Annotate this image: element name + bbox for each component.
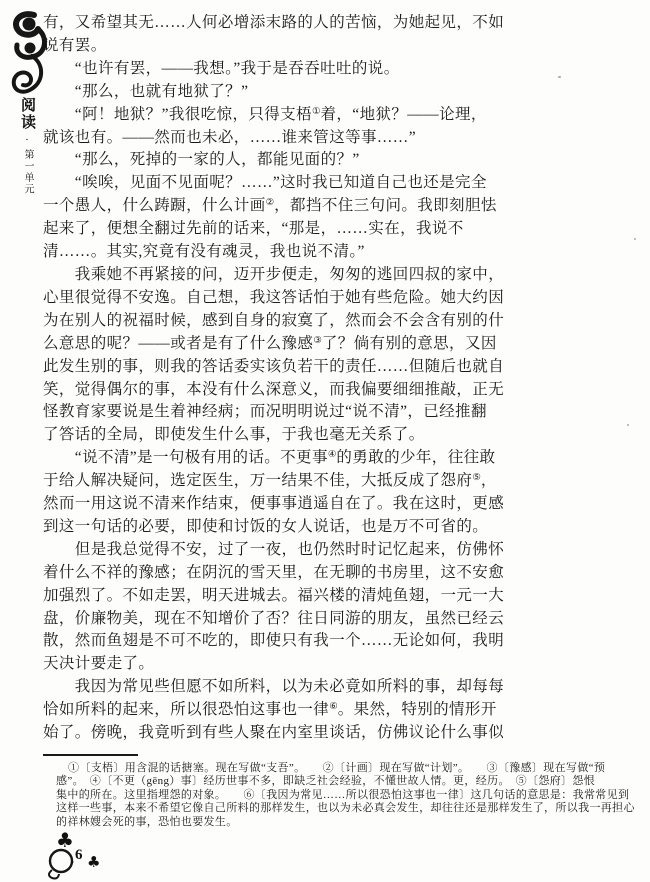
body-line: “唉唉，见面不见面呢？……”这时我已知道自己也还是完全 [43, 174, 487, 192]
body-line: 心里很觉得不安逸。自己想，我这答话怕于她有些危险。她大约因 [43, 288, 505, 306]
body-line: 了答话的全局，即使发生什么事，于我也毫无关系了。 [43, 426, 425, 444]
body-line: 然而一用这说不清来作结束，便事事逍遥自在了。我在这时，更感 [43, 495, 505, 513]
body-line: 怪教育家要说是生着神经病；而况明明说过“说不清”，已经推翻 [43, 403, 487, 421]
body-line: 么意思的呢？——或者是有了什么豫感③了？倘有别的意思，又因 [43, 334, 497, 352]
body-line: 散，然而鱼翅是不可不吃的，即使只有我一个……无论如何，我明 [43, 632, 505, 650]
body-line: 起来了，便想全翻过先前的话来，“那是，……实在，我说不 [43, 220, 464, 238]
body-line: 着什么不祥的豫感；在阴沉的雪天里，在无聊的书房里，这不安愈 [43, 563, 505, 581]
footnote-line: ①〔支梧〕用含混的话搪塞。现在写做“支吾”。 ②〔计画〕现在写做“计划”。 ③〔豫感〕现在写做“预 [68, 762, 606, 774]
body-line: 说有罢。 [43, 36, 107, 54]
body-line: 始了。傍晚，我竟听到有些人聚在内室里谈话，仿佛议论什么事似 [43, 724, 505, 742]
body-line: “也许有罢，——我想。”我于是吞吞吐吐的说。 [43, 59, 400, 77]
page-number: 6 [75, 847, 83, 863]
footnote-divider [43, 754, 138, 756]
scan-speck [634, 238, 636, 240]
body-line: 但是我总觉得不安，过了一夜，也仍然时时记忆起来，仿佛怀 [43, 540, 505, 558]
body-line: 一个愚人，什么踌蹰，什么计画②，都挡不住三句问。我即刻胆怯 [43, 197, 497, 215]
body-line: 有，又希望其无……人何必增添末路的人的苦恼，为她起见，不如 [43, 14, 505, 31]
footnote-line: 的祥林嫂会死的事，恐怕也要发生。 [56, 815, 238, 828]
body-line: 清……。其实,究竟有没有魂灵，我也说不清。” [43, 243, 365, 261]
footnotes [56, 762, 644, 829]
body-line: 到这一句话的必要，即使和讨饭的女人说话，也是万不可省的。 [43, 517, 489, 535]
label-separator: · [21, 134, 33, 146]
section-label: 阅读 [19, 97, 35, 131]
body-text [43, 12, 511, 745]
club-icon: ♣ [87, 853, 101, 871]
body-line: “说不清”是一句极有用的话。不更事④的勇敢的少年，往往敢 [43, 449, 496, 467]
body-line: 此发生别的事，则我的答话委实该负若干的责任……但随后也就自 [43, 357, 505, 375]
body-line: “那么，死掉的一家的人，都能见面的？” [43, 151, 360, 169]
body-line: “那么，也就有地狱了？” [43, 82, 249, 100]
footnote-line: 集中的所在。这里指埋怨的对象。 ⑥〔我因为常见……所以很恐怕这事也一律〕这几句话的意思是：我常常见到 [56, 788, 630, 801]
scan-speck [558, 76, 561, 78]
body-line: 我因为常见些但愿不如所料，以为未必竟如所料的事，却每每 [43, 678, 505, 696]
body-line: 盘，价廉物美，现在不知增价了否？往日同游的朋友，虽然已经云 [43, 609, 505, 627]
body-line: 为在别人的祝福时候，感到自身的寂寞了，然而会不会含有别的什 [43, 311, 505, 329]
ornament-dot: . [71, 852, 74, 866]
scan-speck [627, 424, 629, 426]
body-line: 笑，觉得偶尔的事，本没有什么深意义，而我偏要细细推敲，正无 [43, 380, 505, 398]
footnote-line: 这样一些事，本来不希望它像自己所料的那样发生，也以为未必真会发生，却往往还是那样发生了，所以我一再担心 [56, 802, 635, 815]
body-line: 就该也有。——然而也未必，……谁来管这等事……” [43, 128, 416, 146]
body-line: 我乘她不再紧接的问，迈开步便走，匆匆的逃回四叔的家中， [43, 265, 505, 283]
unit-label: 第一单元 [22, 149, 33, 195]
body-line: 恰如所料的起来，所以很恐怕这事也一律⑥。果然，特别的情形开 [43, 701, 497, 719]
footnote-line: 感”。 ④〔不更（gēng）事〕经历世事不多，即缺乏社会经验，不懂世故人情。更，经历。 ⑤〔怨府〕怨恨 [56, 775, 596, 788]
body-line: 加强烈了。不如走罢，明天进城去。福兴楼的清炖鱼翅，一元一大 [43, 586, 505, 604]
page-footer [44, 830, 124, 882]
body-line: 天决计要走了。 [43, 655, 155, 673]
body-line: 于给人解决疑问，选定医生，万一结果不佳，大抵反成了怨府⑤， [43, 472, 497, 490]
club-icon: ♣ [56, 828, 74, 852]
sidebar-unit-label [19, 97, 35, 195]
body-line: “阿！地狱？”我很吃惊，只得支梧①着，“地狱？——论理， [43, 105, 487, 123]
